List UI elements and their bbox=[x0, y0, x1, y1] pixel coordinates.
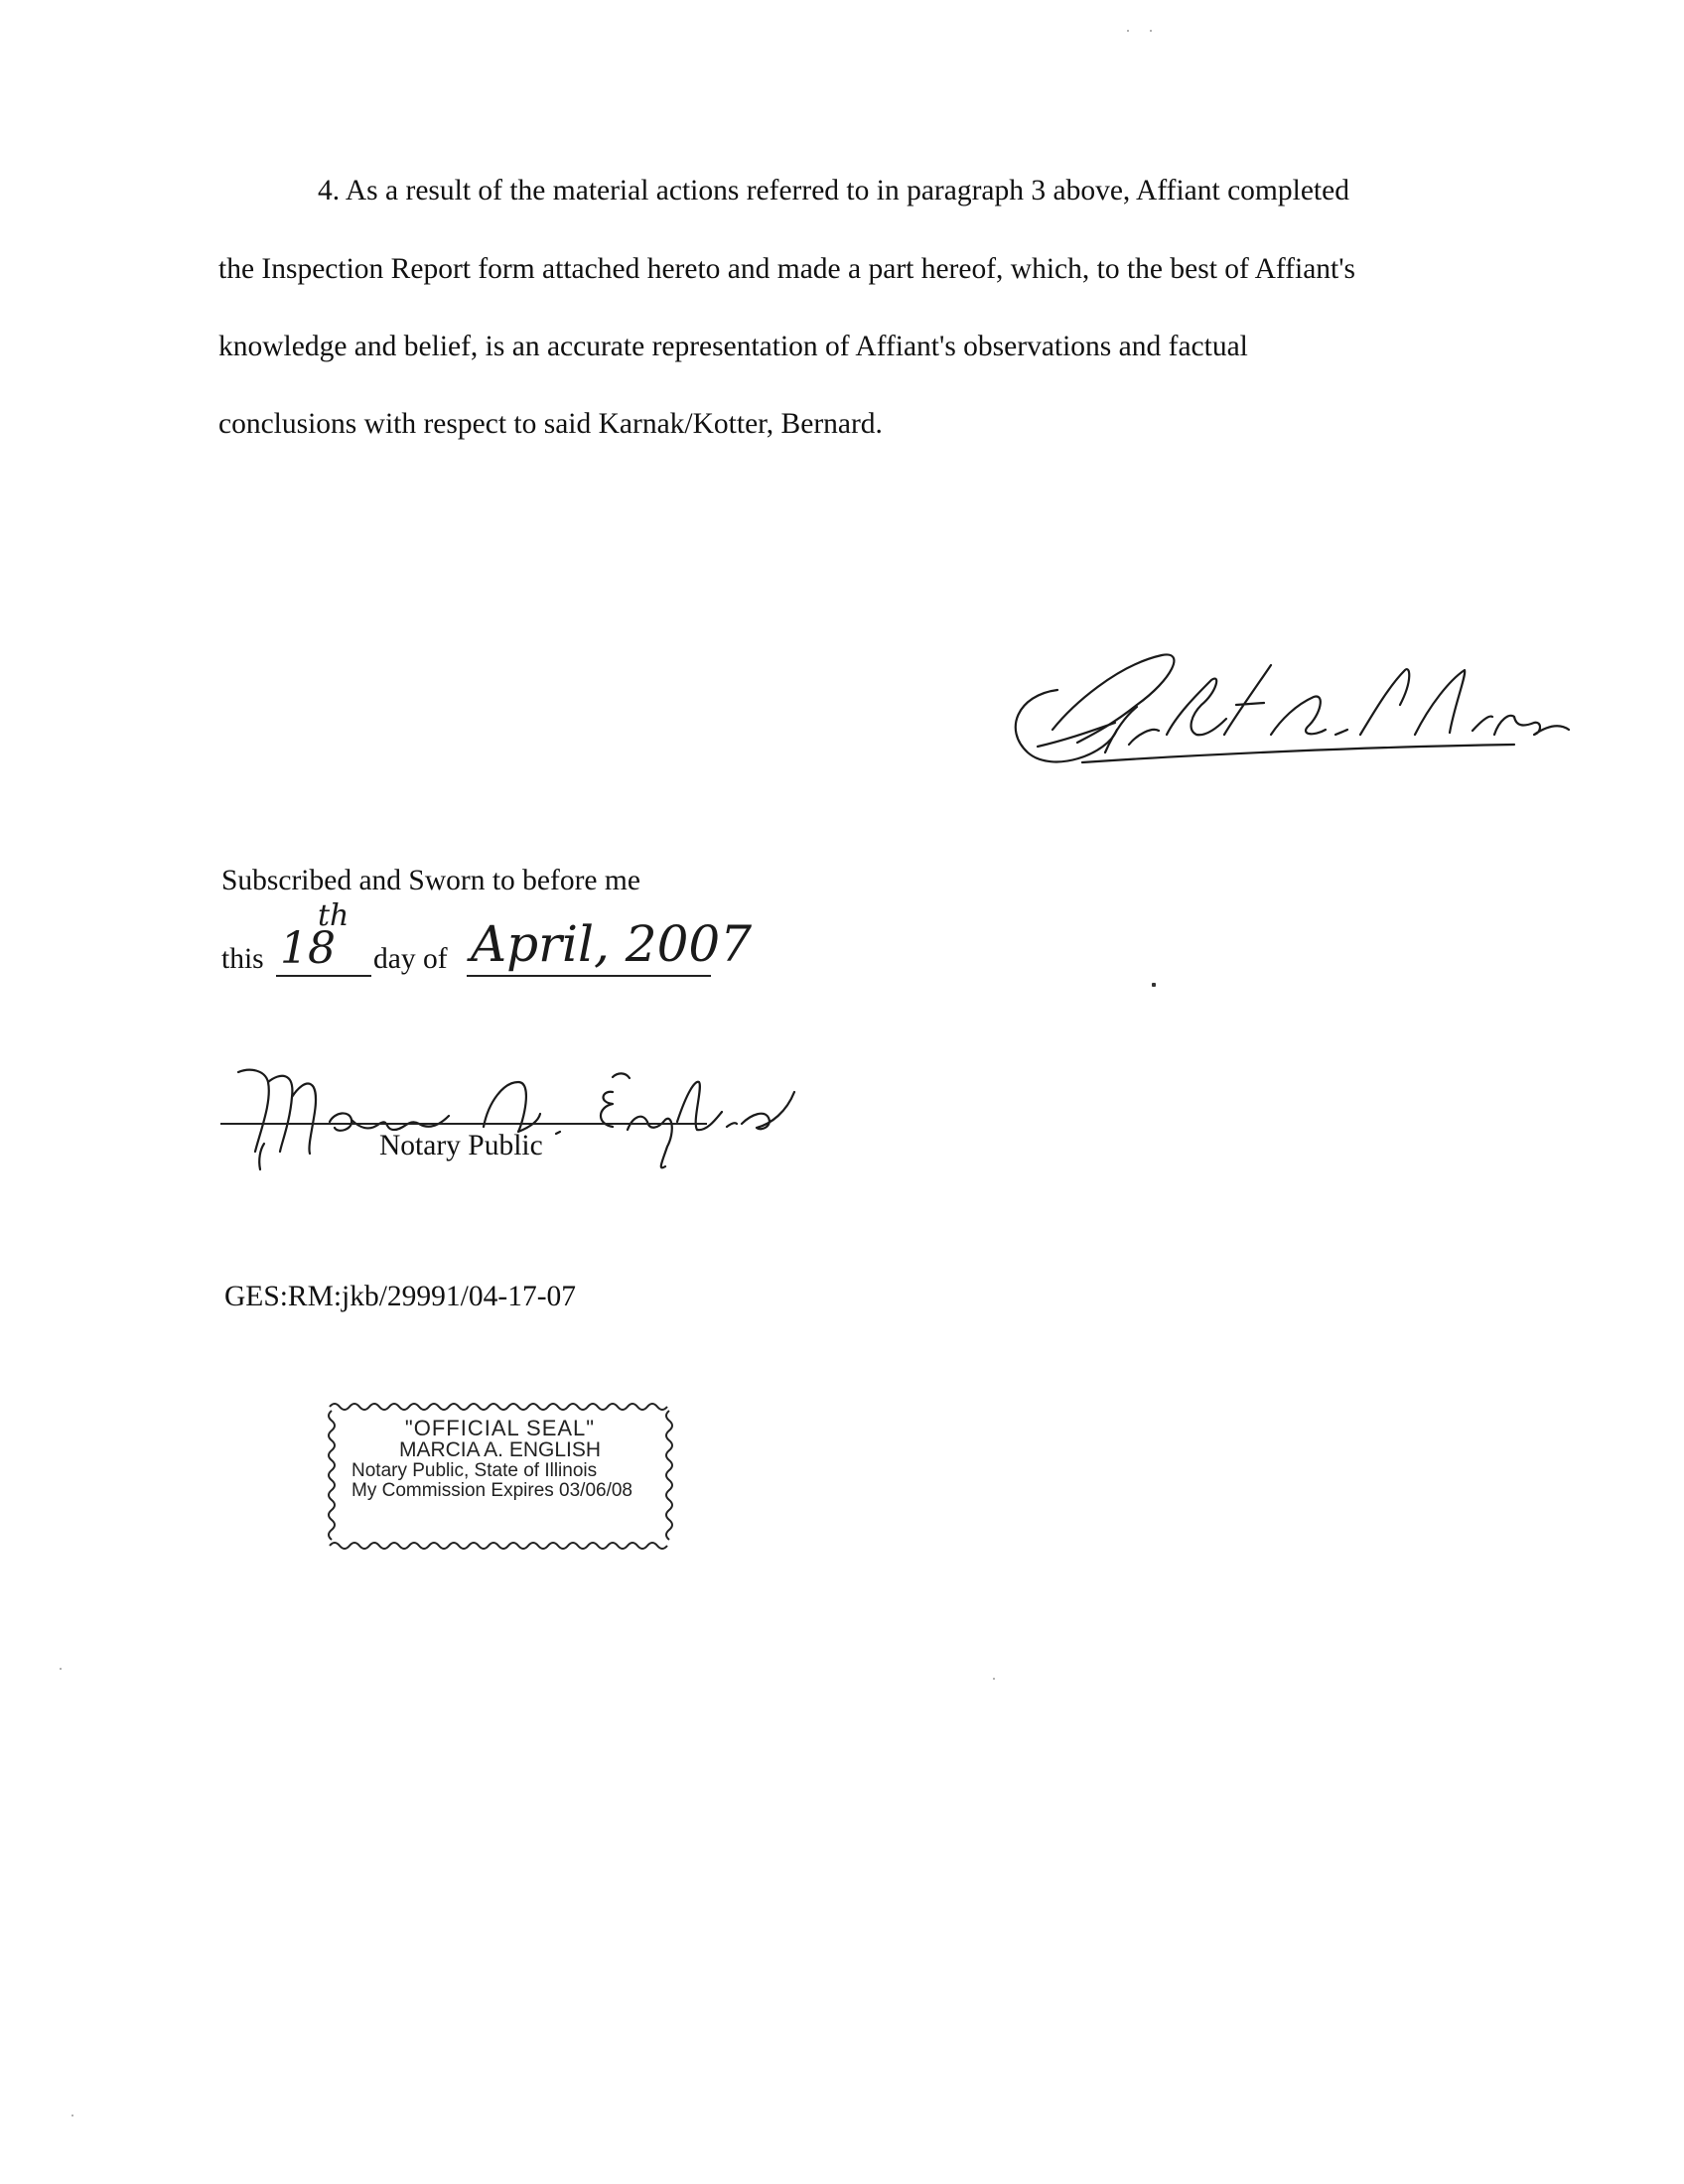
scan-speck bbox=[60, 1668, 62, 1670]
day-of-label: day of bbox=[373, 943, 448, 975]
official-seal-stamp bbox=[324, 1399, 676, 1554]
scan-speck bbox=[71, 2115, 73, 2116]
month-year-handwritten: April, 2007 bbox=[471, 915, 753, 973]
notary-public-label: Notary Public bbox=[379, 1130, 543, 1161]
scan-speck bbox=[1150, 30, 1152, 32]
seal-text bbox=[344, 1417, 656, 1536]
seal-commission: My Commission Expires 03/06/08 bbox=[351, 1480, 632, 1502]
seal-notary-state: Notary Public, State of Illinois bbox=[351, 1460, 598, 1482]
this-label: this bbox=[221, 943, 264, 975]
month-year-line bbox=[467, 975, 711, 977]
reference-code: GES:RM:jkb/29991/04-17-07 bbox=[224, 1281, 577, 1312]
seal-name: MARCIA A. ENGLISH bbox=[398, 1438, 602, 1462]
paragraph-line: the Inspection Report form attached hereto and made a part hereof, which, to the best of Affiant's bbox=[218, 253, 1356, 285]
paragraph-line: conclusions with respect to said Karnak/Kotter, Bernard. bbox=[218, 408, 883, 440]
seal-title: "OFFICIAL SEAL" bbox=[404, 1416, 596, 1440]
notary-signature-line bbox=[220, 1123, 707, 1125]
scan-speck bbox=[993, 1678, 995, 1680]
notary-signature bbox=[220, 1052, 816, 1181]
scan-speck bbox=[1127, 30, 1129, 32]
affiant-signature bbox=[998, 635, 1604, 784]
paragraph-line: 4. As a result of the material actions referred to in paragraph 3 above, Affiant completed bbox=[318, 175, 1349, 206]
day-line bbox=[276, 975, 371, 977]
subscribed-sworn-text: Subscribed and Sworn to before me bbox=[221, 865, 640, 896]
scan-speck bbox=[1152, 983, 1156, 987]
day-suffix-handwritten: th bbox=[318, 898, 350, 933]
day-handwritten: 18 bbox=[280, 923, 336, 974]
paragraph-line: knowledge and belief, is an accurate representation of Affiant's observations and factual bbox=[218, 331, 1248, 362]
